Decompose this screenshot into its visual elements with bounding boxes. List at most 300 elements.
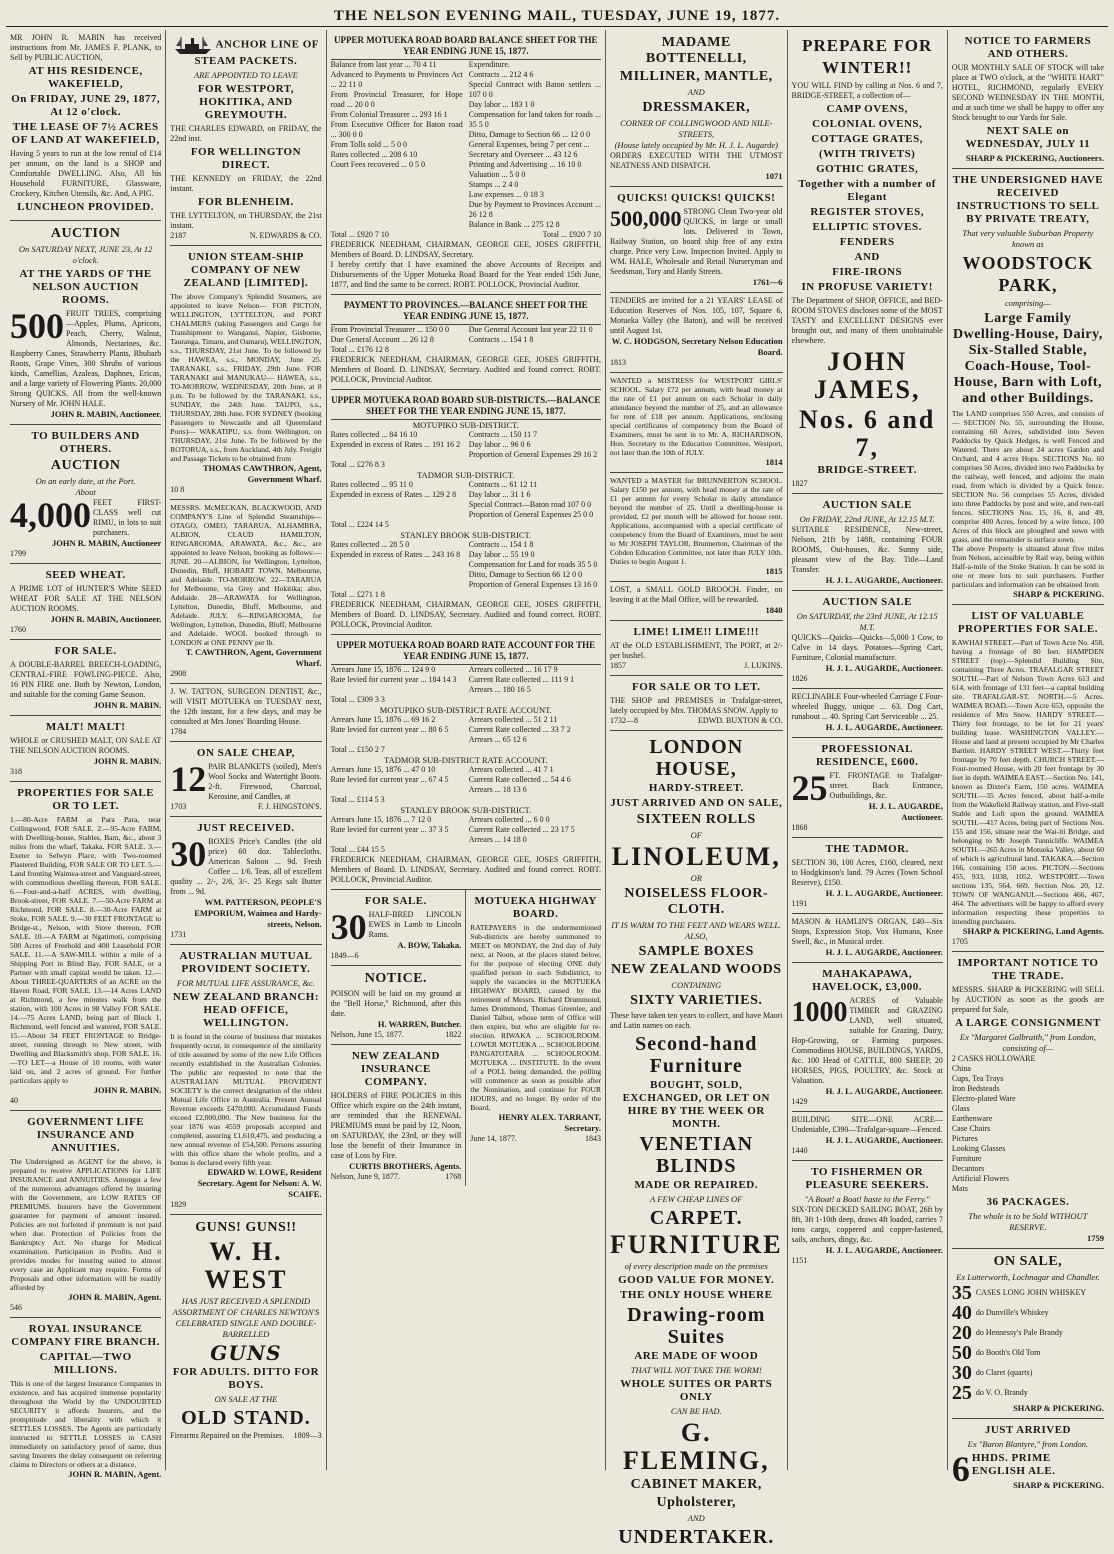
ad-guns xyxy=(170,1215,321,1445)
ad-signature: H. J. L. AUGARDE, Auctioneer. xyxy=(825,575,943,585)
ad-body: HAS JUST RECEIVED A SPLENDID ASSORTMENT OF CHARLES NEWTON'S CELEBRATED SINGLE AND DOUBLE-BARRELLED xyxy=(172,1296,320,1339)
ad-comprising: comprising— xyxy=(1005,298,1051,308)
ad-bought: BOUGHT, SOLD, EXCHANGED, OR LET ON HIRE BY THE WEEK OR MONTH. xyxy=(622,1079,770,1130)
table-total: Total ... £176 12 8 xyxy=(330,345,389,354)
list-item: Day labor ... 31 1 6 xyxy=(468,490,531,499)
spirits-label: do V. O. Brandy xyxy=(975,1388,1028,1397)
ad-number-ref: 1827 xyxy=(791,479,808,488)
receipts-list xyxy=(331,540,463,590)
list-item: Balance from last year ... 70 4 11 xyxy=(330,60,437,69)
list-item: Ditto, Damage to Section 66 ... 12 0 0 xyxy=(468,130,591,139)
provinces-sheet xyxy=(331,295,601,390)
ad-body: PAIR BLANKETS (soiled), Men's Wool Socks and Watertight Boots. 2-ft. Firewood, Charcoal, Kerosine, and Candles, at xyxy=(208,762,322,801)
ad-nzwoods: NEW ZEALAND WOODS xyxy=(610,962,782,977)
ad-signature: EDWARD W. LOWE, Resident Secretary. Agent for Nelson: A. W. SCAIFE. xyxy=(197,1167,322,1199)
ad-body: A PRIME LOT of HUNTER'S White SEED WHEAT FOR SALE AT THE NELSON AUCTION ROOMS. xyxy=(10,584,162,613)
ad-heading: FOR SALE OR TO LET. xyxy=(632,681,761,693)
ad-mcmeckan xyxy=(170,500,321,684)
ad-heading: JUST ARRIVED xyxy=(984,1424,1071,1436)
ad-signature: H. J. L. AUGARDE, Auctioneer. xyxy=(825,947,943,957)
column-1 xyxy=(6,30,166,1479)
spirits-qty: 25 xyxy=(951,1382,972,1404)
subdistrict-title: STANLEY BROOK SUB-DISTRICT. xyxy=(400,805,532,815)
list-item: Contracts ... 212 4 6 xyxy=(468,70,534,79)
ad-heading: GUNS! GUNS!! xyxy=(195,1220,297,1235)
ad-bottenelli xyxy=(610,30,783,187)
route-wellington-body: THE KENNEDY on FRIDAY, the 22nd instant. xyxy=(170,174,322,193)
ad-fowling-piece xyxy=(10,640,161,716)
ad-body: 1.—80-Acre FARM at Para Para, near Collingwood, FOR SALE. 2.—95-Acre FARM, with Dwelling-house, Stables, Barn, &c., about 3 miles from the wharf, Takaka, FOR SALE. 3.—Exeter to Selwyn Place, with Two-roomed Plastered Building, FOR SALE OR TO LET. 5.—Land fronting Waimea-street and Vanguard-street, with commodious dwelling thereon, FOR SALE. 6.—Four-and-a-half ACRES, with dwelling, Brook-street, FOR SALE. 7.—50-Acre FARM at Richmond, FOR SALE. 8.—30-Acre FARM at Stoke, FOR SALE. 9.—30 FEET FRONTAGE to Bridge-st., Nelson, with Store thereon, FOR SALE. 10.—A FARM at Ngatimoti, comprising 500 Acres of Freehold and 400 Leasehold FOR SALE. 11.—A SAW-MILL within a mile of a Shipping Port in Blind Bay, FOR SALE, or a Partner with small capital would be taken. 12.—About THREE-QUARTERS of an ACRE on the Haven Road, FOR SALE. 13.—14 Acres LAND at Richmond, a few minutes walk from the station, with 100 Acres in 98 Valley FOR SALE. 14.—75 Acres LAND, being part of Block 1, Richmond, well fenced and watered, FOR SALE. 15.—About 34 FEET FRONTAGE to Bridge-street, running through to New street, with Dwelling and Blacksmith's shop, FOR SALE. 16.—TO LET—a House of 10 rooms, with water laid on, and 2 acres of ground. For further particulars apply to xyxy=(10,815,162,1085)
list-item: Rates collected ... 28 5 0 xyxy=(330,540,410,549)
list-item: FENDERS xyxy=(839,236,895,248)
table-total: Total ... £309 3 3 xyxy=(330,695,385,704)
list-item: Earthenware xyxy=(951,1114,993,1123)
subdistrict-sheet xyxy=(331,390,601,635)
ad-street: HARDY-STREET. xyxy=(648,782,744,794)
ad-date: Nelson, June 9, 1877. xyxy=(330,1172,400,1181)
ad-properties xyxy=(10,782,161,1111)
list-item: Arrears June 15, 1876 ... 7 12 0 xyxy=(330,815,432,824)
ad-number-ref: 1826 xyxy=(791,674,808,683)
ad-amp-society xyxy=(170,945,321,1215)
ad-body: QUICKS—Quicks—Quicks—5,000 1 Cow, to Calve in 14 days. Potatoes—Spring Cart, Furniture, Colonial manufacture. xyxy=(791,633,943,662)
ad-organ xyxy=(792,914,943,963)
list-item: Contracts ... 154 1 8 xyxy=(468,335,534,344)
column-2 xyxy=(166,30,326,1470)
spirits-qty: 35 xyxy=(951,1282,972,1304)
list-item: Expended in excess of Rates ... 129 2 8 xyxy=(330,490,457,499)
list-item: Case Chairs xyxy=(951,1124,991,1133)
ad-signature: THOMAS CAWTHRON, Agent, Government Wharf. xyxy=(203,463,322,484)
balance-sheet xyxy=(331,30,601,295)
list-item: Proportion of General Expenses 29 16 2 xyxy=(468,450,598,459)
ad-and: AND xyxy=(687,87,705,97)
table-title: UPPER MOTUEKA ROAD BOARD BALANCE SHEET FOR THE YEAR ENDING JUNE 15, 1877. xyxy=(331,33,601,60)
ad-heading: LIST OF VALUABLE PROPERTIES FOR SALE. xyxy=(957,610,1098,635)
ad-body: HALF-BRED LINCOLN EWES in Lamb to Lincoln Rams. xyxy=(368,910,462,939)
ad-heading: AUSTRALIAN MUTUAL PROVIDENT SOCIETY. xyxy=(179,950,313,975)
ad-number: 12 xyxy=(170,759,207,799)
ad-seed-wheat xyxy=(10,564,161,640)
ad-tenders xyxy=(610,293,783,373)
ad-had: CAN BE HAD. xyxy=(670,1406,722,1416)
ad-malt xyxy=(10,716,161,782)
ad-drawing-room: Drawing-room Suites xyxy=(627,1304,766,1348)
list-item: Arrears June 15, 1876 ... 124 9 0 xyxy=(330,665,436,674)
expenditure-list xyxy=(469,665,601,695)
list-item: IN PROFUSE VARIETY! xyxy=(801,281,933,293)
ad-signature: HENRY ALEX. TARRANT, Secretary. xyxy=(498,1112,601,1133)
ad-date: June 14, 1877. xyxy=(470,1134,517,1143)
ad-body: FEET FIRST-CLASS well cut RIMU, in lots to suit purchasers. xyxy=(93,498,162,537)
list-item: REGISTER STOVES, xyxy=(810,206,924,218)
ad-sub: That very valuable Suburban Property known as xyxy=(962,228,1094,249)
list-item: From Tolls sold ... 5 0 0 xyxy=(330,140,407,149)
spirits-row xyxy=(952,1363,1104,1383)
list-item: AND xyxy=(854,251,880,263)
ad-body: WHOLE or CRUSHED MALT, ON SALE AT THE NELSON AUCTION ROOMS. xyxy=(10,736,162,755)
ad-heading: UNION STEAM-SHIP COMPANY OF NEW ZEALAND [LIMITED]. xyxy=(183,251,309,289)
ad-signature: N. EDWARDS & CO. xyxy=(249,231,322,240)
receipts-list xyxy=(331,715,463,745)
ad-sale: ON SALE AT THE xyxy=(214,1394,278,1404)
list-item: Advanced to Payments to Provinces Act ... 22 11 0 xyxy=(330,70,463,89)
ad-body: YOU WILL FIND by calling at Nos. 6 and 7, BRIDGE-STREET, a collection of— xyxy=(791,81,943,100)
ad-candles xyxy=(170,817,321,945)
list-item: Ditto, Damage to Section 66 12 0 0 xyxy=(468,570,583,579)
ad-heading: AUCTION SALE xyxy=(822,596,912,608)
ad-royal-insurance xyxy=(10,1318,161,1484)
ad-body: KAWHAI STREET.—Part of Town Acre No. 458, having a frontage of 80 feet. HAMPDEN STREET (top).—Splendid Building Site, containing Three Acres. TRAFALGAR STREET SOUTH.—Part of Nelson Town Acres 613 and 614, with frontage of 131 feet—a capital building site. TRAFALGAR-ST. NORTH.—5 Acres. WAIMEA ROAD.—Town Acre 653, opposite the residence of Mrs Snow. HARDY STREET.—Thirty feet frontage, to be let for 21 years' building lease. WASHINGTON VALLEY.—House and land at present occupied by Mr Charles Bartlett. HARDY STREET WEST.—Thirty feet frontage by 70 feet depth. CHURCH STREET.—Four-roomed House, with 20 feet frontage by 30 feet in depth. WAIMEA EAST.—Section No. 141, known as Dixter's Farm, 150 acres. WAIMEA SOUTH.—35 Acres fenced, about half-a-mile from the Wakefield Railway station, and Five-stall Stable and Loft upon the ground. WAIMEA SOUTH.—417 Acres, being part of Sections Nos. 155 and 156, situate near the Wai-iti Bridge, and belonging to Mr Joseph Tunnicliffe. WAIMEA SOUTH.—265 Acres in Motueka Valley, about 60 of which is agricultural land. TAKAKA.—Section 166, containing 150 acres. PICTON.—Sections 455, 933, 1038, 1052. WESTPORT.—Town sections 135, 564, 669. Section Nos. 20, 12. TOWN OF WANGANUI.—Sections 466, 467, 464. The advertisers will be happy to afford every information respecting these properties to intending purchasers. xyxy=(951,638,1104,926)
ad-number-ref: 1840 xyxy=(765,605,783,615)
list-item: Compensation for land taken for roads ... 35 5 0 xyxy=(468,110,601,129)
list-item: Rates collected ... 208 6 10 xyxy=(330,150,418,159)
ad-heading: PROFESSIONAL RESIDENCE, £600. xyxy=(815,743,919,768)
list-item: Due General Account ... 26 12 8 xyxy=(330,335,434,344)
ad-body-2: The Department of SHOP, OFFICE, and BED-ROOM STOVES discloses some of the MOST TASTY and EXCELLENT DESIGNS ever brought out, and many of them unobtainable elsewhere. xyxy=(791,296,943,345)
ad-number-ref: 2908 xyxy=(170,669,187,678)
list-item: From Colonial Treasurer ... 293 16 1 xyxy=(330,110,448,119)
ad-body: SECTION 30, 100 Acres, £160, cleared, next to Hodgkinson's land. 79 Acres (Town School Reserve), £150. xyxy=(791,858,943,887)
ad-body: POISON will be laid on my ground at the "Bell Horse," Richmond, after this date. xyxy=(330,989,462,1018)
ad-number-ref: 1429 xyxy=(791,1097,808,1106)
route-westport: FOR WESTPORT, HOKITIKA, AND GREYMOUTH. xyxy=(197,83,294,121)
list-item: Current Rate collected ... 111 9 1 xyxy=(468,675,575,684)
ad-second-hand: Second-hand Furniture xyxy=(635,1033,758,1077)
ad-body: J. W. TATTON, SURGEON DENTIST, &c., will VISIT MOTUEKA on TUESDAY next, the 12th instant, for a few days, and may be consulted at Mrs Jones' Boarding House. xyxy=(170,687,322,726)
ad-body: Having 5 years to run at the low rental of £14 per annum, on the land is a SHOP and Comfortable DWELLING. Also, All his Household FURNITURE, Glassware, Crockery, Kitchen Utensils, &c. And, A PIG. xyxy=(10,149,162,198)
list-item: CAMP OVENS, xyxy=(826,103,908,115)
list-item: Due General Account last year 22 11 0 xyxy=(468,325,593,334)
bottom-split xyxy=(331,890,601,1186)
subdistrict-title: TADMOR SUB-DISTRICT. xyxy=(417,470,515,480)
ad-title: MILLINER, MANTLE, xyxy=(619,69,773,84)
ad-brunnerton-master xyxy=(610,473,783,582)
list-item: Rate levied for current year ... 67 4 5 xyxy=(330,775,449,784)
list-item: Arrears ... 180 16 5 xyxy=(468,685,531,694)
ad-number-ref: 1071 xyxy=(765,171,783,181)
ad-good-value: GOOD VALUE FOR MONEY. xyxy=(618,1274,775,1286)
spirits-qty: 20 xyxy=(951,1322,972,1344)
ad-heading: MADAME BOTTENELLI, xyxy=(645,35,747,66)
ad-packages: 36 PACKAGES. xyxy=(986,1196,1070,1208)
ad-containing: CONTAINING xyxy=(671,980,722,990)
ad-carpet: CARPET. xyxy=(649,1207,743,1229)
table-total: Total ... £224 14 5 xyxy=(330,520,389,529)
list-item: Mats xyxy=(951,1184,968,1193)
ad-body: ORDERS EXECUTED WITH THE UTMOST NEATNESS AND DISPATCH. xyxy=(609,151,783,170)
expenditure-list xyxy=(469,715,601,745)
list-item: Looking Glasses xyxy=(951,1144,1006,1153)
ad-number-ref: 1843 xyxy=(584,1134,601,1143)
ad-heading: JUST RECEIVED. xyxy=(197,822,295,834)
column-5 xyxy=(788,30,948,1470)
ad-shop-let xyxy=(610,676,783,731)
ad-heading: MALT! MALT! xyxy=(45,721,126,733)
ad-heading: GOVERNMENT LIFE INSURANCE AND ANNUITIES. xyxy=(27,1116,145,1154)
ad-recv: JUST ARRIVED AND ON SALE, xyxy=(610,797,783,809)
column-4 xyxy=(606,30,788,1548)
ad-union-steamship xyxy=(170,246,321,500)
list-item: GOTHIC GRATES, xyxy=(816,163,919,175)
ad-also: ALSO, xyxy=(685,931,708,941)
ad-signature: SHARP & PICKERING, Auctioneers. xyxy=(965,153,1104,163)
signatories: FREDERICK NEEDHAM, CHAIRMAN, GEORGE GEE, JOSES GRIFFITH, Members of Board. D. LINDSAY, Secretary. Audited and found correct. ROBT. POLLOCK, Provincial Auditor. xyxy=(330,355,601,384)
ad-auction: AUCTION xyxy=(50,458,121,473)
ad-warm: IT IS WARM TO THE FEET AND WEARS WELL. xyxy=(611,920,782,930)
ad-heading: NOTICE. xyxy=(364,971,428,986)
list-item: From Provincial Treasurer, for Hope road ... 20 0 0 xyxy=(330,90,463,109)
ad-signature: JOHN R. MABIN, Auctioneer. xyxy=(50,409,162,419)
expenditure-list xyxy=(469,480,601,520)
ad-every: of every description made on the premises xyxy=(624,1261,768,1271)
list-item: (WITH TRIVETS) xyxy=(819,148,916,160)
ad-blankets xyxy=(170,742,321,817)
ad-intro: MR JOHN R. MABIN has received instructions from Mr. JAMES F. PLANK, to Sell by PUBLIC AUCTION, xyxy=(10,33,162,62)
ad-signature: EDWD. BUXTON & CO. xyxy=(698,716,783,725)
consignment-list xyxy=(952,1054,1104,1194)
ad-heading: PROPERTIES FOR SALE OR TO LET. xyxy=(17,787,155,812)
ad-number-ref: 1760 xyxy=(10,625,26,634)
list-item: Day labor ... 183 1 0 xyxy=(468,100,535,109)
list-item: Current Rate collected ... 54 4 6 xyxy=(468,775,571,784)
list-item: Expended in excess of Rates ... 191 16 2 xyxy=(330,440,461,449)
ad-body: The Undersigned as AGENT for the above, is prepared to receive APPLICATIONS for LIFE INSURANCE and ANNUITIES. Amongst a few of the numerous advantages offered by insuring with the Government, are LOW RATES OF PREMIUMS. Insurers have the Government guarantee for payment of amount insured. Policies are not forfeited if premium is not paid when due. Protection of Policies from the Bankruptcy Act. No charge for Medical examination. Participation in Profits. And it provides modes for insuring suited to almost every case an Applicant may require. Forms of Proposals and other information will be readily afforded by xyxy=(10,1157,162,1292)
list-item: Pictures xyxy=(951,1134,978,1143)
ad-number-ref: 1813 xyxy=(609,358,626,367)
list-item: Cups, Tea Trays xyxy=(951,1074,1004,1083)
list-item: Proportion of General Expenses 25 0 0 xyxy=(468,510,594,519)
ad-branch: NEW ZEALAND BRANCH: HEAD OFFICE, WELLINGTON. xyxy=(172,991,320,1029)
ad-heading: AUCTION xyxy=(50,226,121,241)
spirits-qty: 50 xyxy=(951,1342,972,1364)
ad-number: 1000 xyxy=(791,997,848,1028)
bottom-left xyxy=(331,890,467,1186)
ad-street: BRIDGE-STREET. xyxy=(817,464,917,476)
ad-professional-residence xyxy=(792,738,943,838)
ad-body: FT. FRONTAGE to Trafalgar-street. Back Entrance, Outbuildings, &c. xyxy=(829,771,943,800)
ad-signature: H. WARREN, Butcher. xyxy=(377,1019,462,1029)
ad-boys: FOR ADULTS. DITTO FOR BOYS. xyxy=(172,1366,320,1391)
ad-auction-quicks xyxy=(792,591,943,689)
ad-heading: TO FISHERMEN OR PLEASURE SEEKERS. xyxy=(805,1166,929,1191)
ad-cabinet: CABINET MAKER, xyxy=(630,1477,762,1492)
ad-signature: JOHN R. MABIN, Auctioneer xyxy=(51,538,162,548)
ad-number: 500,000 xyxy=(609,206,682,231)
ad-heading: FOR SALE. xyxy=(54,645,117,657)
ad-number-ref: 1759 xyxy=(1086,1233,1104,1243)
bottom-right xyxy=(466,890,601,1186)
list-item: FIRE-IRONS xyxy=(832,266,903,278)
list-item: ELLIPTIC STOVES. xyxy=(812,221,922,233)
ad-number: 6 xyxy=(951,1449,970,1489)
ad-prepare-winter xyxy=(792,30,943,494)
ad-whole-suites: WHOLE SUITES OR PARTS ONLY xyxy=(620,1378,773,1403)
list-item: Rate levied for current year ... 37 3 5 xyxy=(330,825,449,834)
ad-date: On FRIDAY, JUNE 29, 1877, At 12 o'clock. xyxy=(11,93,161,118)
ad-nos: Nos. 6 and 7, xyxy=(799,405,936,462)
list-item: Due by Payment to Provinces Account ... 26 12 8 xyxy=(468,200,601,219)
ad-number: 4,000 xyxy=(10,495,91,535)
list-item: Arrears collected ... 51 2 11 xyxy=(468,715,558,724)
ad-notice-farmers xyxy=(952,30,1104,169)
list-item: Rate levied for current year ... 184 14 3 xyxy=(330,675,457,684)
ad-only: THE ONLY HOUSE WHERE xyxy=(620,1289,773,1301)
list-item: Arrears collected ... 16 17 9 xyxy=(468,665,558,674)
ad-heading: ON SALE, xyxy=(993,1254,1063,1269)
ad-important-trade xyxy=(952,952,1104,1249)
ad-sub: FOR MUTUAL LIFE ASSURANCE, &c. xyxy=(176,978,315,988)
ad-signature: SHARP & PICKERING. xyxy=(1013,589,1104,599)
route-wellington: FOR WELLINGTON DIRECT. xyxy=(190,146,302,171)
ad-number-ref: 1705 xyxy=(951,937,968,946)
ad-location: AT HIS RESIDENCE, WAKEFIELD, xyxy=(28,65,143,90)
ad-ale xyxy=(952,1419,1104,1495)
ad-london-house xyxy=(610,731,783,1554)
receipts-list xyxy=(331,430,463,460)
list-item: Day labor ... 55 19 0 xyxy=(468,550,535,559)
list-item: Furniture xyxy=(951,1154,982,1163)
ad-guns-word: GUNS xyxy=(210,1341,282,1365)
list-item: 2 CASKS HOLLOWARE xyxy=(951,1054,1036,1063)
ad-signature: H. J. L. AUGARDE, Auctioneer. xyxy=(825,888,943,898)
ad-body: It is found in the course of business that mistakes frequently occur, in consequence of the similarity of title assumed by some of the new Life Offices recently established in the Australian Colonies. The public are requested to note that the AUSTRALIAN MUTUAL PROVIDENT SOCIETY is the correct designation of the oldest Mutual Life Office in Australia. Present Annual Revenue exceeds £470,000. Accumulated Funds exceed £2,000,000. The New business for the year 1876 was 4559 proposals accepted and completed, assuring £1,610,475, and producing a new annual revenue of £54,500. Persons assuring with this office share the whole profits, and a bonus is declared every fifth year. xyxy=(170,1032,322,1167)
table-title: PAYMENT TO PROVINCES.—BALANCE SHEET FOR THE YEAR ENDING JUNE 15, 1877. xyxy=(331,298,601,325)
ad-fruit-trees xyxy=(10,221,161,425)
ad-body: MESSRS. SHARP & PICKERING will SELL by AUCTION as soon as the goods are prepared for Sale, xyxy=(951,985,1104,1014)
ad-title-2: DRESSMAKER, xyxy=(642,100,751,115)
ad-about: About xyxy=(75,487,96,497)
list-item: Special Contract—Baton road 107 0 0 xyxy=(468,500,592,509)
ad-number-ref: 1151 xyxy=(791,1256,808,1265)
ad-heading: QUICKS! QUICKS! QUICKS! xyxy=(617,192,776,204)
signatories: FREDERICK NEEDHAM, CHAIRMAN, GEORGE GEE, JOSES GRIFFITH, Members of Board. D. LINDSAY, Secretary. Audited and found correct. ROBT. POLLOCK, Provincial Auditor. xyxy=(330,855,601,884)
ad-sub: Ex Lutterworth, Lochnagar and Chandler. xyxy=(956,1272,1100,1282)
ad-heading: TO BUILDERS AND OTHERS. xyxy=(31,430,140,455)
ad-body: SIX-TON DECKED SAILING BOAT, 26ft by 8ft, 3ft 1-10th deep, draws 4ft loaded, carries 7 tons cargo, coppered and copper-fastened, sails, anchors, dingy, &c. xyxy=(791,1205,943,1244)
table-total: Total ... £271 1 8 xyxy=(330,590,385,599)
ad-heading: THE UNDERSIGNED HAVE RECEIVED INSTRUCTIONS TO SELL BY PRIVATE TREATY, xyxy=(952,174,1104,225)
ad-heading: LIME! LIME!! LIME!!! xyxy=(633,626,759,638)
expenditure-list xyxy=(469,325,601,345)
table-total: Total ... £276 8 3 xyxy=(330,460,385,469)
ad-consignment: A LARGE CONSIGNMENT xyxy=(955,1017,1101,1029)
ad-furniture: FURNITURE xyxy=(609,1230,783,1259)
ad-date: On an early date, at the Port. xyxy=(35,476,136,486)
ad-heading: ANCHOR LINE OF STEAM PACKETS. xyxy=(170,35,321,68)
ad-upholsterer: Upholsterer, xyxy=(656,1495,736,1510)
ad-sample: SAMPLE BOXES xyxy=(638,944,754,959)
ad-number-ref: 1191 xyxy=(791,899,808,908)
ad-number-ref: 40 xyxy=(10,1096,18,1105)
ad-number-ref: 1440 xyxy=(791,1146,808,1155)
ad-signature: SHARP & PICKERING, Land Agents. xyxy=(962,926,1104,936)
list-item: Expenditure. xyxy=(468,60,510,69)
ad-body: The LAND comprises 550 Acres, and consists of— SECTION No. 55, surrounding the House, containing 60 Acres, subdivided into Seven Paddocks by Quick Hedges, is well Fenced and Watered. There are about 24 acres Garden and Orchard, and 4 acres Hops. SECTIONS No. 60 comprises 50 Acres, divided into two Paddocks by the railway, well fenced, and adjoins the main road, from which is divided by a Quick fence. SECTION No. 56 comprises 55 Acres, divided into three Paddocks by post and wire, and two-rail fences. SECTIONS Nos. 15, 16, 8, and 49, comprise 400 Acres, fenced by a wire fence, 100 Acres of this block are ploughed and sown with grass, and the remainder is surface sown. xyxy=(951,409,1104,544)
spirits-qty: 30 xyxy=(951,1362,972,1384)
stove-list xyxy=(792,103,943,294)
ad-number-ref: 1857 xyxy=(609,661,626,670)
spirits-label: do Dunville's Whiskey xyxy=(975,1308,1049,1317)
ad-quote: "A Boat! a Boat! haste to the Ferry." xyxy=(804,1194,930,1204)
list-item: Stamps ... 2 4 0 xyxy=(468,180,519,189)
ad-government-life xyxy=(10,1111,161,1318)
ad-worm: THAT WILL NOT TAKE THE WORM! xyxy=(630,1365,762,1375)
ad-number-ref: 1868 xyxy=(791,823,808,832)
ad-number: 30 xyxy=(330,907,367,947)
list-item: Contracts ... 154 1 8 xyxy=(468,540,534,549)
list-item: Arrears ... 14 18 0 xyxy=(468,835,527,844)
column-3 xyxy=(327,30,606,1470)
receipts-list xyxy=(331,815,463,845)
ad-sub: Ex "Baron Blantyre," from London. xyxy=(967,1439,1089,1449)
ad-heading: FOR SALE. xyxy=(364,895,427,907)
spirits-list xyxy=(952,1283,1104,1403)
ad-rimu xyxy=(10,425,161,564)
ad-sub: ARE APPOINTED TO LEAVE xyxy=(193,70,298,80)
ad-date: Nelson, June 15, 1877. xyxy=(330,1030,404,1039)
ad-body: THE SHOP and PREMISES in Trafalgar-street, lately occupied by Mrs. THOMAS SNOW. Apply to xyxy=(609,696,783,715)
ad-note: (House lately occupied by Mr. H. J. L. Augarde) xyxy=(614,140,778,150)
ad-body: BOXES Price's Candles (the old price) 60 doz. Tablecloths. American Saloon ... 9d. Fresh Coffee ... 1/6. Teas, all of excellent quality ... 2/-, 2/6, 3/-. 25 Kegs salt Butter from ... 9d. xyxy=(170,837,322,896)
list-item: Arrears June 15, 1876 ... 47 0 10 xyxy=(330,765,436,774)
ad-number-ref: 318 xyxy=(10,767,22,776)
ad-signature: T. CAWTHRON, Agent, Government Wharf. xyxy=(185,647,322,668)
ad-body: The above Company's Splendid Steamers, are appointed to leave Nelson— FOR PICTON, WELLINGTON, LYTTELTON, and PORT CHALMERS (taking Passengers and Cargo for Transhipment to Wanganui, Napier, Gisborne, Tauranga, Timaru, and Oamaru), WELLINGTON, s.s., THURSDAY, 21st June. To be followed by the HAWEA, s.s., MONDAY, June 25. TARANAKI, s.s., FRIDAY, 29th June. FOR TARANAKI and MANUKAU— HAWEA, s.s., TO-MORROW, WEDNESDAY, 20th June, at 8 p.m. To be followed by the TARANAKI, s.s., SUNDAY, the 24th June. TAUPO, s.s., THURSDAY, 28th June. FOR SYDNEY (booking Passengers to Newcastle and all Queensland Ports)— WAKATIPU, s.s. from Wellington, on THURSDAY, 21st June. To be followed by the ROTORUA, s.s., from Auckland, 4th July. Freight and Passage Tickets to be obtained from xyxy=(170,292,322,463)
subdistrict-title: TADMOR SUB-DISTRICT RATE ACCOUNT. xyxy=(384,755,548,765)
ad-items: Large Family Dwelling-House, Dairy, Six-Stalled Stable, Coach-House, Tool-House, Barn with Loft, and other Buildings. xyxy=(952,311,1103,406)
ad-name: WOODSTOCK PARK, xyxy=(962,253,1094,295)
list-item: Artificial Flowers xyxy=(951,1174,1009,1183)
ad-mahakapawa xyxy=(792,963,943,1112)
ad-dentist xyxy=(170,684,321,742)
ad-westport-mistress xyxy=(610,373,783,473)
list-item: Proportion of General Expenses 13 16 0 xyxy=(468,580,598,589)
ad-signature: H. J. L. AUGARDE, Auctioneer. xyxy=(868,801,943,822)
ad-heading: IMPORTANT NOTICE TO THE TRADE. xyxy=(957,957,1099,982)
ad-body: MESSRS. McMECKAN, BLACKWOOD, AND COMPANY'S Line of Splendid Steamships—OTAGO, OMEO, TARARUA, ALHAMBRA, ALBION, CLAUD HAMILTON, RINGAROOMA, ARAWATA, &c., &c., are appointed to leave Nelson, booking as follows:— JUNE. 20—ALBION, for Wellington, Lyttelton, Dunedin, Bluff, HOBART TOWN, Melbourne, and Adelaide. TO-MORROW. 22—TARARUA for Melbourne, via Grey and Hokitika; also, Adelaide. 28—ARAWATA for Wellington, Lyttelton, Dunedin, Bluff, Melbourne, and Adelaide. JULY. 6—RINGAROOMA, for Wellington, Lyttelton, Dunedin, Bluff, Melbourne and Adelaide. WOOL booked through to LONDON at ONE PENNY per lb. xyxy=(170,503,322,647)
ad-number-ref: 1809—3 xyxy=(293,1431,322,1440)
list-item: Special Contract with Baton settlers ... 107 0 0 xyxy=(468,80,601,99)
ad-carriages xyxy=(792,689,943,738)
ad-lost-brooch xyxy=(610,582,783,621)
list-item: Arrears ... 65 12 6 xyxy=(468,735,527,744)
ad-heading: THE TADMOR. xyxy=(825,843,909,855)
ad-floorcloth: NOISELESS FLOOR-CLOTH. xyxy=(624,886,769,917)
ad-foot: Firearms Repaired on the Premises. xyxy=(170,1431,285,1440)
masthead: THE NELSON EVENING MAIL, TUESDAY, JUNE 19, 1877. xyxy=(6,6,1108,27)
ad-heading: NEW ZEALAND INSURANCE COMPANY. xyxy=(351,1050,440,1088)
ad-signature: JOHN R. MABIN. xyxy=(93,756,162,766)
columns xyxy=(6,30,1108,1548)
steamship-icon xyxy=(173,35,213,55)
ad-ewes xyxy=(331,890,462,966)
ad-made-of: ARE MADE OF WOOD xyxy=(634,1350,759,1362)
ad-number-ref: 1768 xyxy=(445,1172,462,1181)
ad-capital: CAPITAL—TWO MILLIONS. xyxy=(39,1351,132,1376)
expenditure-list xyxy=(469,430,601,460)
ad-body: OUR MONTHLY SALE OF STOCK will take place at TWO o'clock, at the "WHITE HART" HOTEL, RICHMOND, regularly EVERY SECOND WEDNESDAY IN THE MONTH, and at such time we shall be happy to offer any Stock brought to our Yards for Sale. xyxy=(951,63,1104,122)
expenditure-list xyxy=(469,815,601,845)
ad-number-ref: 1731 xyxy=(170,930,187,939)
ad-of: OF xyxy=(690,830,702,840)
ad-stand: OLD STAND. xyxy=(181,1407,311,1429)
ad-rolls: SIXTEEN ROLLS xyxy=(636,812,756,827)
ad-number-ref: 1799 xyxy=(10,549,26,558)
list-item: Law expenses ... 0 18 3 xyxy=(468,190,544,199)
ad-signature: JOHN R. MABIN, Agent. xyxy=(68,1469,162,1479)
list-item: Arrears collected ... 6 0 0 xyxy=(468,815,550,824)
